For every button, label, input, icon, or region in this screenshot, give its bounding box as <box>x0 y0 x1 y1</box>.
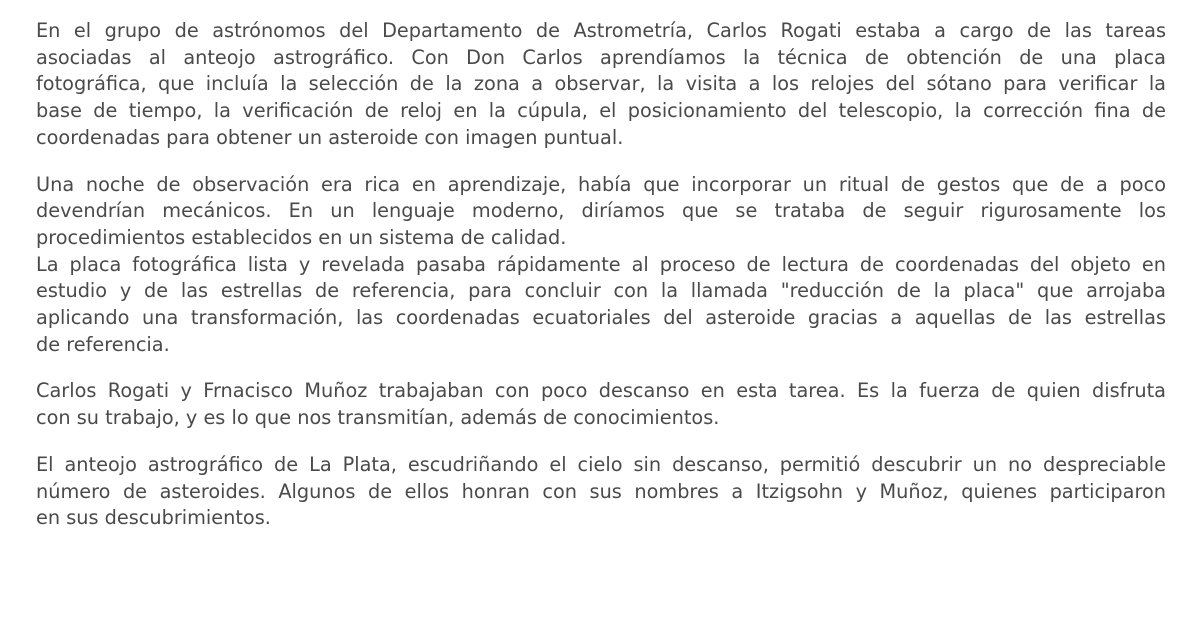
article-body <box>36 0 1166 552</box>
text-line: número de asteroides. Algunos de ellos honran con sus nombres a Itzigsohn y Muñoz, quienes participaron <box>36 479 1166 503</box>
text-line: en sus descubrimientos. <box>36 506 271 530</box>
text-line: con su trabajo, y es lo que nos transmitían, además de conocimientos. <box>36 406 720 430</box>
text-line: Una noche de observación era rica en aprendizaje, había que incorporar un ritual de gestos que de a poco <box>36 172 1166 196</box>
text-line: de referencia. <box>36 332 170 356</box>
text-line: En el grupo de astrónomos del Departamento de Astrometría, Carlos Rogati estaba a cargo de las tareas <box>36 19 1166 42</box>
text-line: coordenadas para obtener un asteroide con imagen puntual. <box>36 125 624 149</box>
text-line: La placa fotográfica lista y revelada pasaba rápidamente al proceso de lectura de coordenadas del objeto en <box>36 252 1166 276</box>
text-line: Carlos Rogati y Frnacisco Muñoz trabajaban con poco descanso en esta tarea. Es la fuerza de quien disfruta <box>36 379 1166 403</box>
paragraph-3 <box>36 378 1166 431</box>
paragraph-1 <box>36 18 1166 152</box>
text-line: estudio y de las estrellas de referencia, para concluir con la llamada "reducción de la placa" que arrojaba <box>36 279 1166 303</box>
text-line: base de tiempo, la verificación de reloj en la cúpula, el posicionamiento del telescopio, la corrección fina de <box>36 99 1166 123</box>
paragraph-4 <box>36 452 1166 532</box>
text-line: aplicando una transformación, las coordenadas ecuatoriales del asteroide gracias a aquellas de las estrellas <box>36 306 1166 330</box>
text-line: procedimientos establecidos en un sistema de calidad. <box>36 225 567 249</box>
text-line: devendrían mecánicos. En un lenguaje moderno, diríamos que se trataba de seguir rigurosamente los <box>36 199 1166 223</box>
paragraph-2 <box>36 172 1166 359</box>
text-line: fotográfica, que incluía la selección de la zona a observar, la visita a los relojes del sótano para verificar la <box>36 72 1166 96</box>
text-line: El anteojo astrográfico de La Plata, escudriñando el cielo sin descanso, permitió descubrir un no despreciable <box>36 452 1166 476</box>
text-line: asociadas al anteojo astrográfico. Con Don Carlos aprendíamos la técnica de obtención de una placa <box>36 45 1166 69</box>
